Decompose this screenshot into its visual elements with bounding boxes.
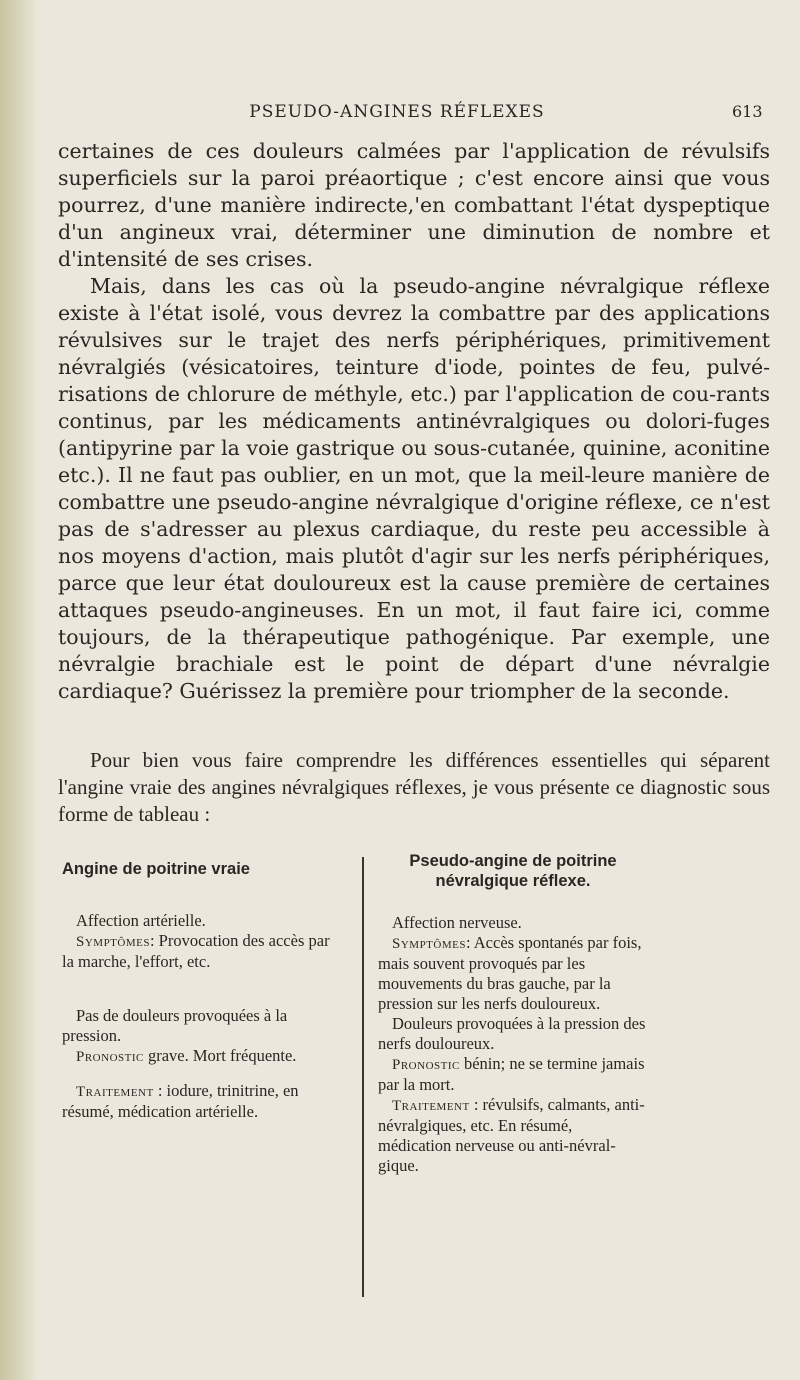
- right-symptomes-text: : Accès spontanés par fois, mais souvent provoqués par les mouvements du bras gauche, par la pression sur les nerfs douloureux.: [378, 933, 642, 1013]
- left-pronostic-label: Pronostic: [76, 1049, 144, 1065]
- right-traitement: [378, 1095, 648, 1176]
- right-pronostic: [378, 1054, 648, 1095]
- left-pronostic-text: grave. Mort fréquente.: [147, 1046, 297, 1065]
- paragraph-2: Mais, dans les cas où la pseudo-angine névralgique réflexe existe à l'état isolé, vous devrez la combattre par des applications révulsives sur le trajet des nerfs périphériques, primitivement névralgiés (vésicatoires, teinture d'iode, pointes de feu, pulvé-risations de chlorure de méthyle, etc.) par l'application de cou-rants continus, par les médicaments antinévralgiques ou dolori-fuges (antipyrine par la voie gastrique ou sous-cutanée, quinine, aconitine etc.). Il ne faut pas oublier, en un mot, que la meil-leure manière de combattre une pseudo-angine névralgique d'origine réflexe, ce n'est pas de s'adresser au plexus cardiaque, du reste peu accessible à nos moyens d'action, mais plutôt d'agir sur les nerfs périphériques, parce que leur état douloureux est la cause première de certaines attaques pseudo-angineuses. En un mot, il faut faire ici, comme toujours, de la thérapeutique pathogénique. Par exemple, une névralgie brachiale est le point de départ d'une névralgie cardiaque? Guérissez la première pour triompher de la seconde.: [58, 274, 770, 703]
- left-symptomes-text: : Provocation des accès par la marche, l'effort, etc.: [62, 931, 330, 971]
- paragraph-3: Pour bien vous faire comprendre les différences essentielles qui séparent l'angine vraie des angines névralgiques réflexes, je vous présente ce diagnostic sous forme de tableau :: [58, 748, 770, 826]
- left-symptomes: [62, 931, 338, 972]
- column-heading-right: Pseudo-angine de poitrine névralgique réflexe.: [409, 852, 617, 890]
- running-title: PSEUDO-ANGINES RÉFLEXES: [249, 102, 545, 122]
- page-edge-shadow: [0, 0, 38, 1380]
- right-traitement-text: : révulsifs, calmants, anti-névralgiques, etc. En résumé, médication nerveuse ou anti-névral-gique.: [378, 1095, 645, 1175]
- right-pronostic-text: bénin; ne se termine jamais par la mort.: [378, 1054, 645, 1094]
- diagnostic-table: [58, 845, 770, 1265]
- page-header: [0, 102, 800, 132]
- body-text: [58, 138, 770, 705]
- right-pronostic-label: Pronostic: [392, 1057, 460, 1073]
- left-symptomes-label: Symptômes: [76, 934, 150, 950]
- paragraph-1: certaines de ces douleurs calmées par l'application de révulsifs superficiels sur la paroi préaortique ; c'est encore ainsi que vous pourrez, d'une manière indirecte,'en combattant l'état dyspeptique d'un angineux vrai, déterminer une diminution de nombre et d'intensité de ses crises.: [58, 139, 770, 271]
- right-douleurs: Douleurs provoquées à la pression des nerfs douloureux.: [378, 1014, 646, 1053]
- right-affection: Affection nerveuse.: [392, 913, 522, 932]
- left-traitement-label: Traitement: [76, 1084, 154, 1100]
- right-symptomes-label: Symptômes: [392, 936, 466, 952]
- left-pronostic: [62, 1046, 338, 1067]
- column-heading-left: Angine de poitrine vraie: [62, 860, 250, 878]
- left-affection: Affection artérielle.: [76, 911, 206, 930]
- right-symptomes: [378, 933, 648, 1014]
- column-angine-vraie: [62, 845, 338, 1122]
- page-number: 613: [732, 102, 763, 121]
- left-traitement: [62, 1081, 338, 1122]
- column-divider: [362, 857, 364, 1297]
- right-traitement-label: Traitement: [392, 1098, 470, 1114]
- left-douleurs: Pas de douleurs provoquées à la pression.: [62, 1006, 288, 1045]
- column-pseudo-angine: [378, 845, 648, 1176]
- left-traitement-text: : iodure, trinitrine, en résumé, médication artérielle.: [62, 1081, 299, 1121]
